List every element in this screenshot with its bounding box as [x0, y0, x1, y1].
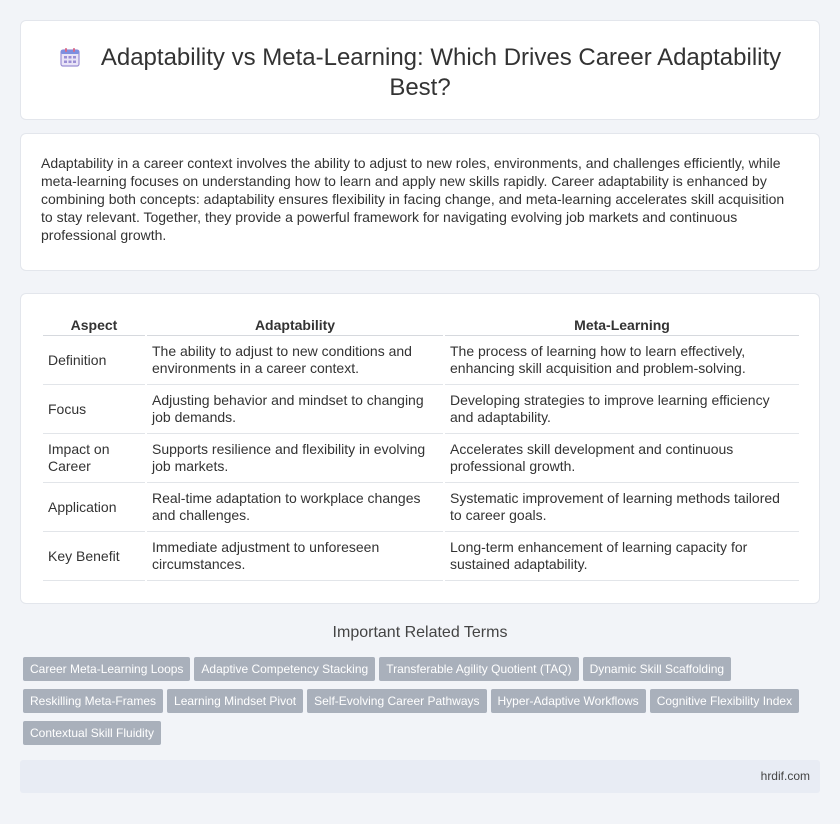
- table-row: [43, 483, 799, 532]
- calendar-icon: [59, 46, 81, 68]
- related-term-tag[interactable]: Career Meta-Learning Loops: [23, 657, 190, 681]
- cell-adaptability: Real-time adaptation to workplace changes and challenges.: [146, 483, 444, 532]
- cell-aspect: Definition: [43, 336, 146, 385]
- related-term-tag[interactable]: Self-Evolving Career Pathways: [307, 689, 486, 713]
- table-row: [43, 532, 799, 581]
- cell-adaptability: Immediate adjustment to unforeseen circumstances.: [146, 532, 444, 581]
- cell-adaptability: The ability to adjust to new conditions and environments in a career context.: [146, 336, 444, 385]
- footer: [20, 760, 820, 793]
- related-term-tag[interactable]: Transferable Agility Quotient (TAQ): [379, 657, 578, 681]
- table-header-row: [43, 314, 799, 336]
- header-aspect: Aspect: [43, 314, 146, 336]
- related-term-tag[interactable]: Reskilling Meta-Frames: [23, 689, 163, 713]
- cell-adaptability: Supports resilience and flexibility in evolving job markets.: [146, 434, 444, 483]
- related-terms-list: [23, 657, 823, 753]
- cell-meta-learning: Developing strategies to improve learning efficiency and adaptability.: [444, 385, 799, 434]
- header-meta-learning: Meta-Learning: [444, 314, 799, 336]
- cell-aspect: Application: [43, 483, 146, 532]
- title-card: [20, 20, 820, 120]
- intro-paragraph: Adaptability in a career context involves the ability to adjust to new roles, environments, and challenges efficiently, while meta-learning focuses on understanding how to learn and apply new skills rapidly. Career adaptability is enhanced by combining both concepts: adaptability ensures flexibility in facing change, and meta-learning accelerates skill acquisition to stay relevant. Together, they provide a powerful framework for navigating evolving job markets and continuous professional growth.: [41, 155, 785, 243]
- related-term-tag[interactable]: Learning Mindset Pivot: [167, 689, 303, 713]
- cell-meta-learning: Systematic improvement of learning methods tailored to career goals.: [444, 483, 799, 532]
- related-terms-title: Important Related Terms: [332, 624, 508, 641]
- related-term-tag[interactable]: Adaptive Competency Stacking: [194, 657, 375, 681]
- cell-meta-learning: Accelerates skill development and continuous professional growth.: [444, 434, 799, 483]
- table-row: [43, 385, 799, 434]
- cell-aspect: Key Benefit: [43, 532, 146, 581]
- related-term-tag[interactable]: Cognitive Flexibility Index: [650, 689, 799, 713]
- footer-site-link[interactable]: hrdif.com: [760, 769, 810, 783]
- related-term-tag[interactable]: Hyper-Adaptive Workflows: [491, 689, 646, 713]
- table-row: [43, 336, 799, 385]
- cell-aspect: Focus: [43, 385, 146, 434]
- cell-meta-learning: Long-term enhancement of learning capacity for sustained adaptability.: [444, 532, 799, 581]
- cell-meta-learning: The process of learning how to learn effectively, enhancing skill acquisition and problem-solving.: [444, 336, 799, 385]
- related-term-tag[interactable]: Dynamic Skill Scaffolding: [583, 657, 732, 681]
- comparison-card: [20, 293, 820, 604]
- intro-card: [20, 133, 820, 271]
- table-row: [43, 434, 799, 483]
- header-adaptability: Adaptability: [146, 314, 444, 336]
- title-row: [21, 43, 819, 103]
- page-title: Adaptability vs Meta-Learning: Which Drives Career Adaptability Best?: [100, 44, 782, 101]
- related-term-tag[interactable]: Contextual Skill Fluidity: [23, 721, 161, 745]
- comparison-table: [43, 314, 799, 581]
- cell-aspect: Impact on Career: [43, 434, 146, 483]
- cell-adaptability: Adjusting behavior and mindset to changing job demands.: [146, 385, 444, 434]
